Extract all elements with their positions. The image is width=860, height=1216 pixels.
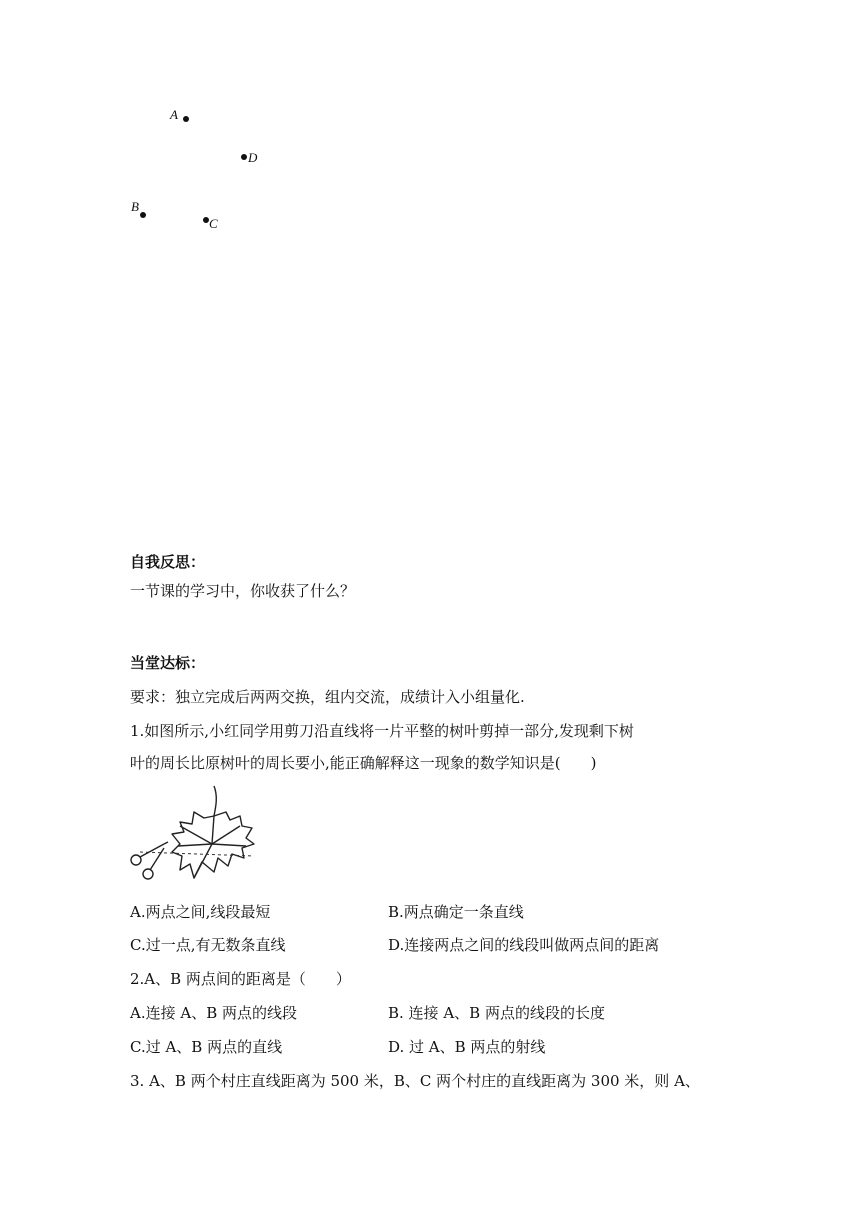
practice-requirement: 要求：独立完成后两两交换，组内交流，成绩计入小组量化. [130,688,525,706]
q2-option-c: C.过 A、B 两点的直线 [130,1038,283,1056]
q3-stem: 3. A、B 两个村庄直线距离为 500 米，B、C 两个村庄的直线距离为 300 米，则 A、 [130,1072,700,1090]
q1-option-b: B.两点确定一条直线 [388,903,524,921]
q1-option-a: A.两点之间,线段最短 [130,903,271,921]
point-label-c: C [209,216,218,231]
point-label-a: A [170,107,178,122]
point-label-b: B [131,199,139,214]
q2-option-b: B. 连接 A、B 两点的线段的长度 [388,1004,605,1022]
leaf-scissors-illustration [128,782,260,892]
point-label-d: D [248,150,258,165]
reflection-prompt: 一节课的学习中，你收获了什么？ [130,582,356,600]
q2-option-a: A.连接 A、B 两点的线段 [130,1004,297,1022]
point-d-dot [241,154,247,160]
reflection-heading: 自我反思： [130,553,206,571]
q1-option-d: D.连接两点之间的线段叫做两点间的距离 [388,936,660,954]
q1-option-c: C.过一点,有无数条直线 [130,936,286,954]
practice-heading: 当堂达标： [130,654,206,672]
point-a-dot [183,116,189,122]
q1-stem-line2: 叶的周长比原树叶的周长要小,能正确解释这一现象的数学知识是( ) [130,754,597,772]
q2-stem: 2.A、B 两点间的距离是（ ） [130,970,351,988]
q1-stem-line1: 1.如图所示,小红同学用剪刀沿直线将一片平整的树叶剪掉一部分,发现剩下树 [130,722,634,740]
point-b-dot [140,212,146,218]
q2-option-d: D. 过 A、B 两点的射线 [388,1038,546,1056]
